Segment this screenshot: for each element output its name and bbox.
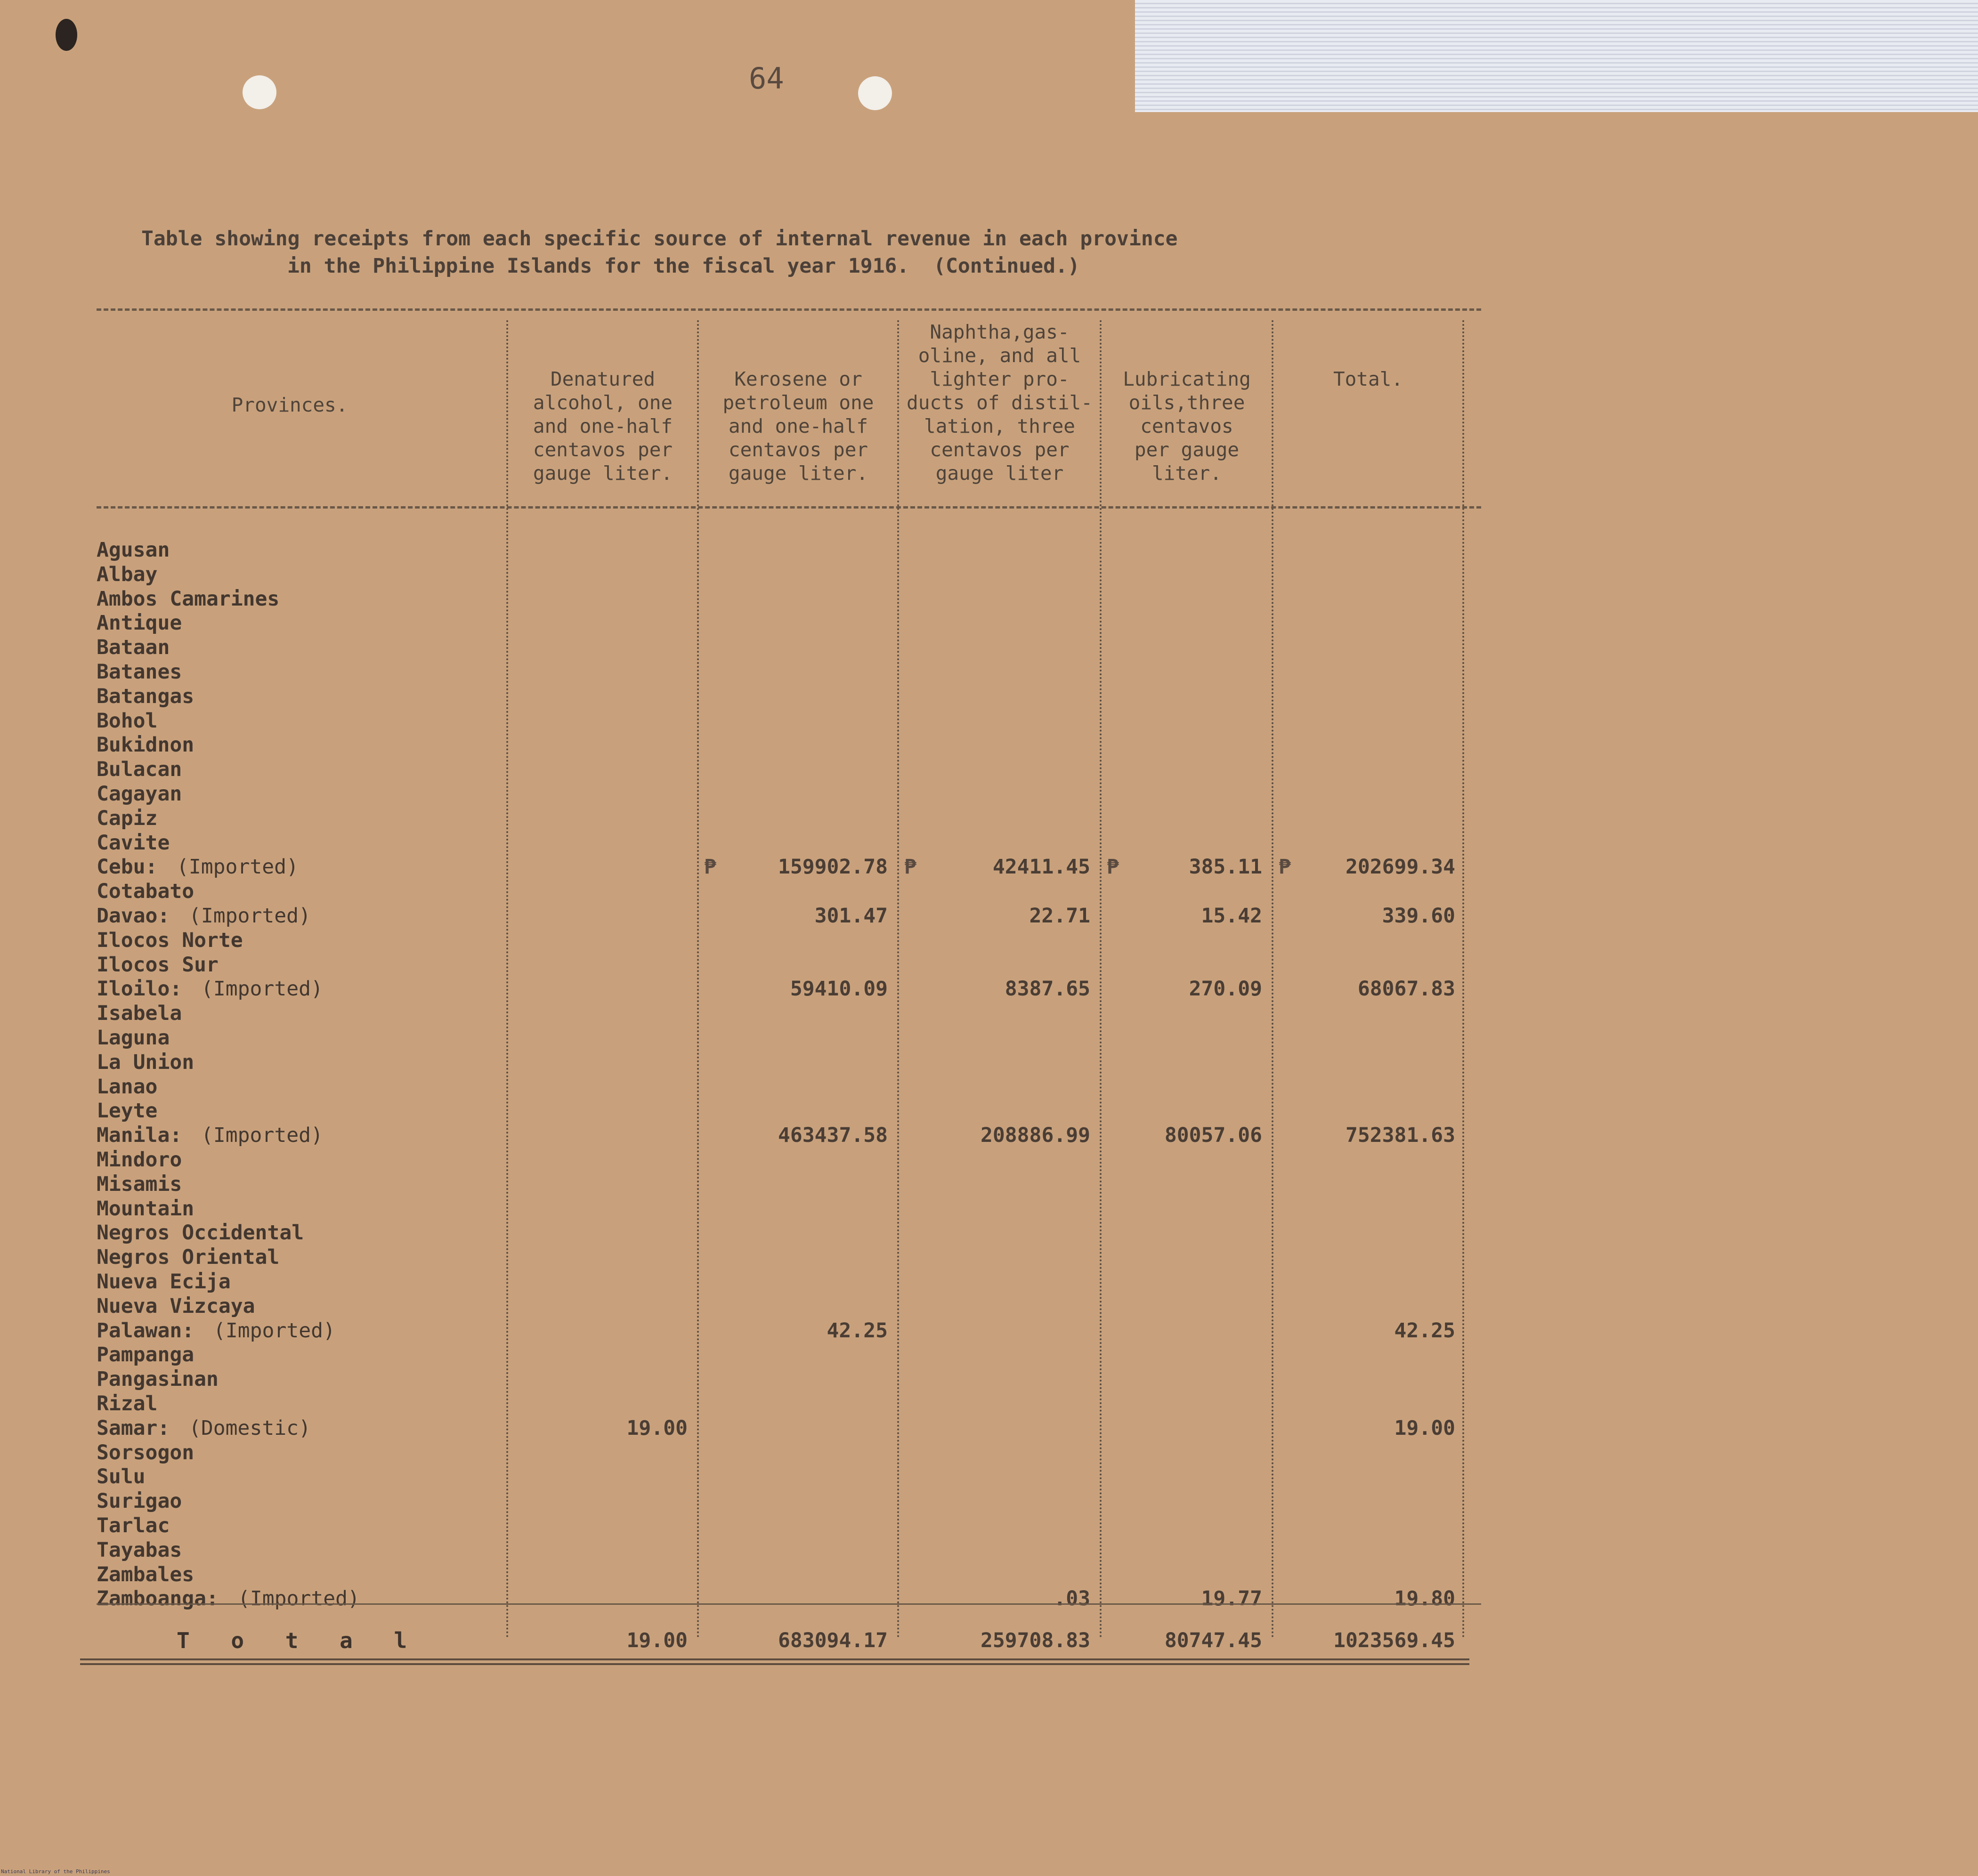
table-row — [97, 1148, 1481, 1172]
province-note: (Imported) — [213, 1319, 335, 1342]
province-name: Bohol — [97, 709, 158, 733]
province-name: Agusan — [97, 538, 170, 562]
cell-lubricating: 19.77 — [1201, 1587, 1262, 1610]
table-row — [97, 562, 1481, 587]
province-name: Davao: — [97, 904, 170, 928]
table-title — [141, 225, 1178, 280]
table-row — [97, 1586, 1481, 1611]
table-row — [97, 904, 1481, 928]
header-total: Total. — [1333, 368, 1403, 390]
province-name: Pampanga — [97, 1343, 195, 1367]
province-name: Mountain — [97, 1197, 195, 1221]
table-row — [97, 879, 1481, 904]
province-name: Laguna — [97, 1026, 170, 1050]
cell-naphtha: 8387.65 — [1005, 977, 1090, 1001]
province-name: Batanes — [97, 660, 182, 684]
province-name: Bulacan — [97, 758, 182, 781]
province-name: Ilocos Norte — [97, 929, 243, 952]
table-row — [97, 1001, 1481, 1026]
table-row — [97, 1367, 1481, 1391]
table-row — [97, 1026, 1481, 1050]
province-name: Ilocos Sur — [97, 953, 219, 977]
table-row — [97, 1050, 1481, 1075]
table-row — [97, 977, 1481, 1001]
total-denatured: 19.00 — [626, 1629, 688, 1652]
province-name: Iloilo: — [97, 977, 182, 1001]
province-name: Nueva Vizcaya — [97, 1294, 255, 1318]
province-name: Misamis — [97, 1172, 182, 1196]
table-row — [97, 806, 1481, 831]
table-row — [97, 1245, 1481, 1270]
cell-lubricating: 80057.06 — [1164, 1124, 1262, 1147]
cell-naphtha: 208886.99 — [981, 1124, 1090, 1147]
header-rule — [97, 506, 1481, 509]
province-name: Lanao — [97, 1075, 158, 1099]
table-row — [97, 831, 1481, 855]
ink-blot — [56, 19, 77, 51]
province-name: Capiz — [97, 807, 158, 830]
header-kerosene: Kerosene or petroleum one and one-half centavos per gauge liter. — [722, 368, 874, 485]
province-name: Cagayan — [97, 782, 182, 806]
page-number: 64 — [749, 61, 784, 96]
cell-kerosene: 42.25 — [827, 1319, 888, 1342]
table-row — [97, 928, 1481, 953]
province-note: (Imported) — [177, 855, 299, 879]
province-name: Leyte — [97, 1099, 158, 1123]
title-line-2: in the Philippine Islands for the fiscal year 1916. (Continued.) — [287, 254, 1080, 278]
table-row — [97, 855, 1481, 879]
table-row — [97, 611, 1481, 635]
province-name: Surigao — [97, 1489, 182, 1513]
peso-sign: ₱ — [1107, 855, 1119, 879]
library-credit: National Library of the Philippines — [1, 1868, 110, 1875]
total-naphtha: 259708.83 — [981, 1629, 1090, 1652]
table-row — [97, 1440, 1481, 1465]
table-row — [97, 1464, 1481, 1489]
province-note: (Domestic) — [189, 1416, 311, 1440]
totals-row — [97, 1628, 1481, 1653]
cell-lubricating: 385.11 — [1189, 855, 1262, 879]
cell-total: 68067.83 — [1357, 977, 1455, 1001]
cell-total: 752381.63 — [1346, 1124, 1455, 1147]
punch-hole-right — [858, 76, 892, 110]
province-name: Bataan — [97, 636, 170, 659]
total-lubricating: 80747.45 — [1164, 1629, 1262, 1652]
cell-lubricating: 270.09 — [1189, 977, 1262, 1001]
province-name: Bukidnon — [97, 733, 195, 757]
province-note: (Imported) — [189, 904, 311, 928]
table-row — [97, 709, 1481, 733]
province-note: (Imported) — [201, 1124, 323, 1147]
table-row — [97, 1538, 1481, 1562]
province-note: (Imported) — [238, 1587, 360, 1610]
table-row — [97, 782, 1481, 806]
cell-denatured: 19.00 — [626, 1416, 688, 1440]
province-name: Mindoro — [97, 1148, 182, 1172]
cell-kerosene: 463437.58 — [778, 1124, 888, 1147]
totals-label: T o t a l — [177, 1628, 422, 1653]
table-row — [97, 1489, 1481, 1513]
table-row — [97, 1099, 1481, 1123]
table-row — [97, 587, 1481, 611]
peso-sign: ₱ — [904, 855, 916, 879]
table-row — [97, 635, 1481, 660]
cell-total: 202699.34 — [1346, 855, 1455, 879]
province-name: Cebu: — [97, 855, 158, 879]
header-denatured-alcohol: Denatured alcohol, one and one-half centavos per gauge liter. — [533, 368, 673, 485]
table-row — [97, 1172, 1481, 1197]
province-name: Zambales — [97, 1563, 195, 1586]
province-name: Zamboanga: — [97, 1587, 219, 1610]
province-name: Tayabas — [97, 1538, 182, 1562]
peso-sign: ₱ — [704, 855, 716, 879]
province-name: Negros Occidental — [97, 1221, 304, 1245]
cell-naphtha: 22.71 — [1029, 904, 1090, 928]
table-row — [97, 1075, 1481, 1099]
province-name: Nueva Ecija — [97, 1270, 231, 1294]
province-name: Ambos Camarines — [97, 587, 280, 611]
province-name: Rizal — [97, 1392, 158, 1415]
province-name: La Union — [97, 1051, 195, 1074]
province-name: Albay — [97, 563, 158, 586]
header-lubricating-oils: Lubricating oils,three centavos per gauge liter. — [1123, 368, 1251, 485]
province-name: Negros Oriental — [97, 1245, 280, 1269]
top-rule — [97, 308, 1481, 311]
header-naphtha: Naphtha,gas- oline, and all lighter pro- ducts of distil- lation, three centavos per gauge liter — [907, 321, 1093, 485]
province-note: (Imported) — [201, 977, 323, 1001]
cell-naphtha: .03 — [1054, 1587, 1090, 1610]
table-row — [97, 953, 1481, 977]
cell-total: 19.00 — [1394, 1416, 1455, 1440]
cell-naphtha: 42411.45 — [992, 855, 1090, 879]
province-name: Cavite — [97, 831, 170, 855]
province-name: Manila: — [97, 1124, 182, 1147]
table-row — [97, 1197, 1481, 1221]
double-underline — [80, 1658, 1469, 1660]
cell-kerosene: 301.47 — [814, 904, 888, 928]
province-name: Isabela — [97, 1002, 182, 1025]
cell-total: 42.25 — [1394, 1319, 1455, 1342]
title-line-1: Table showing receipts from each specific source of internal revenue in each province — [141, 227, 1178, 251]
table-row — [97, 660, 1481, 684]
table-row — [97, 757, 1481, 782]
table-row — [97, 1221, 1481, 1245]
table-row — [97, 733, 1481, 757]
totals-rule — [97, 1603, 1481, 1605]
table-row — [97, 1294, 1481, 1318]
cell-total: 339.60 — [1382, 904, 1455, 928]
table-row — [97, 1342, 1481, 1367]
punch-hole-left — [243, 75, 276, 109]
province-name: Tarlac — [97, 1514, 170, 1537]
province-name: Sorsogon — [97, 1441, 195, 1464]
peso-sign: ₱ — [1279, 855, 1291, 879]
table-row — [97, 1123, 1481, 1148]
province-name: Pangasinan — [97, 1367, 219, 1391]
total-grand: 1023569.45 — [1333, 1629, 1455, 1652]
table-row — [97, 1391, 1481, 1416]
province-name: Palawan: — [97, 1319, 195, 1342]
total-kerosene: 683094.17 — [778, 1629, 888, 1652]
province-name: Batangas — [97, 685, 195, 708]
province-name: Samar: — [97, 1416, 170, 1440]
table-row — [97, 1270, 1481, 1294]
province-name: Sulu — [97, 1465, 146, 1488]
header-provinces: Provinces. — [231, 394, 348, 416]
table-row — [97, 684, 1481, 709]
table-row — [97, 1416, 1481, 1440]
paper-edge-strip — [1135, 0, 1978, 112]
table-row — [97, 1562, 1481, 1587]
table-row — [97, 1318, 1481, 1343]
table-row — [97, 538, 1481, 562]
cell-kerosene: 59410.09 — [790, 977, 888, 1001]
province-name: Antique — [97, 611, 182, 635]
double-underline — [80, 1663, 1469, 1665]
cell-lubricating: 15.42 — [1201, 904, 1262, 928]
table-row — [97, 1513, 1481, 1538]
cell-total: 19.80 — [1394, 1587, 1455, 1610]
cell-kerosene: 159902.78 — [778, 855, 888, 879]
province-name: Cotabato — [97, 880, 195, 903]
